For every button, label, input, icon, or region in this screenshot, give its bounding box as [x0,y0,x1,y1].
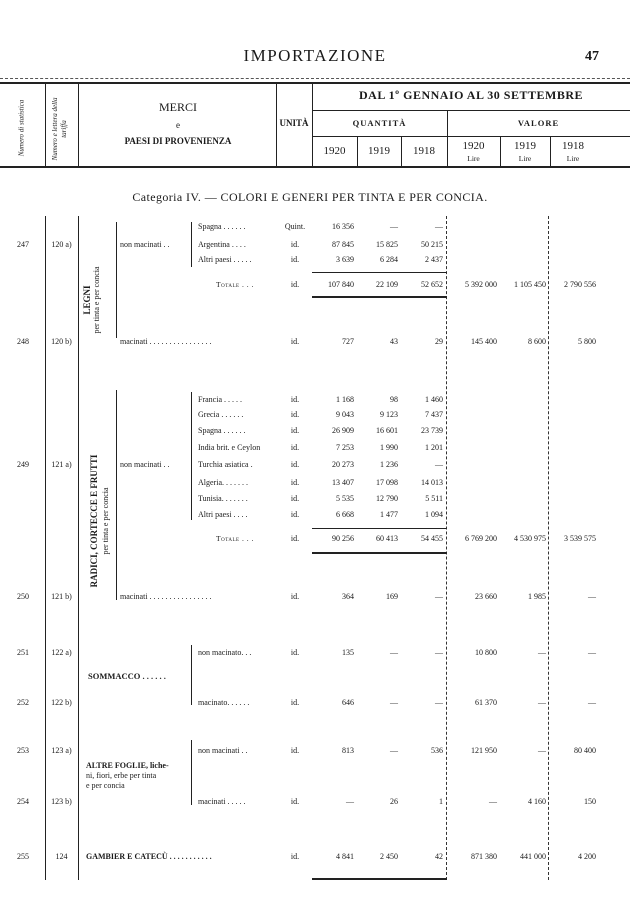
cell-tar: 122 b) [51,698,72,707]
header-lire: Lire [518,154,532,163]
cell-q1918: 50 215 [421,240,443,249]
cell-v1920: 145 400 [471,337,497,346]
cell-q1920: 135 [342,648,354,657]
cell-v1918: 2 790 556 [564,280,596,289]
cell-q1920: 813 [342,746,354,755]
cell-tar: 120 b) [51,337,72,346]
page-title: IMPORTAZIONE [243,46,387,65]
cell-q1918: 1 201 [425,443,443,452]
cell-stat: 250 [17,592,29,601]
cell-v1919: 441 000 [520,852,546,861]
cell-q1918: 2 437 [425,255,443,264]
cell-tar: 123 b) [51,797,72,806]
row-country: Altri paesi . . . . . [198,255,252,264]
cell-v1919: 4 530 975 [514,534,546,543]
cell-q1919: 12 790 [376,494,398,503]
page-number: 47 [585,49,599,64]
header-lire: Lire [566,154,580,163]
cell-q1918: 52 652 [421,280,443,289]
cell-unit: id. [290,255,300,264]
header-q-1920: 1920 [323,145,346,157]
group-legni: LEGNI per tinta e per concia [82,266,101,334]
row-subtype: non macinato. . . [198,648,252,657]
header-quantita: QUANTITÀ [352,118,407,128]
row-country: India brit. e Ceylon [198,443,261,452]
label-altre-foglie-3: e per concia [86,781,125,790]
cell-unit: id. [290,410,300,419]
cell-q1918: 536 [431,746,443,755]
brace [116,222,117,338]
cell-q1920: 1 168 [336,395,354,404]
row-country: Argentina . . . . [198,240,246,249]
cell-q1918: 1 094 [425,510,443,519]
cell-unit: Quint. [284,222,306,231]
cell-unit: id. [290,426,300,435]
row-country: Tunisia. . . . . . . [198,494,248,503]
cell-v1918: 4 200 [578,852,596,861]
cell-unit: id. [290,534,300,543]
cell-q1919: — [390,746,398,755]
cell-v1918: 150 [584,797,596,806]
cell-q1920: 364 [342,592,354,601]
row-country: Altri paesi . . . . [198,510,248,519]
cell-q1918: 7 437 [425,410,443,419]
brace [191,392,192,520]
cell-tar: 122 a) [51,648,72,657]
cell-v1919: — [538,746,546,755]
cell-q1918: — [435,460,443,469]
cell-unit: id. [290,494,300,503]
cell-v1920: 10 800 [475,648,497,657]
cell-tar: 120 a) [51,240,72,249]
row-country: Spagna . . . . . . [198,426,246,435]
cell-q1919: 17 098 [376,478,398,487]
cell-v1918: 5 800 [578,337,596,346]
row-country: Algeria. . . . . . . [198,478,248,487]
cell-v1920: 23 660 [475,592,497,601]
row-subtype: macinato. . . . . . [198,698,250,707]
cell-q1919: 15 825 [376,240,398,249]
cell-q1918: — [435,222,443,231]
header-period: DAL 1º GENNAIO AL 30 SETTEMBRE [358,88,583,102]
header-v-1918: 1918 [562,140,584,152]
cell-v1918: — [588,648,596,657]
cell-unit: id. [290,797,300,806]
row-subtype: non macinati . . [120,240,170,249]
row-subtype: GAMBIER E CATECÙ . . . . . . . . . . . [86,852,212,861]
brace [191,645,192,705]
cell-q1919: 98 [390,395,398,404]
cell-q1920: 26 909 [332,426,354,435]
cell-q1920: 646 [342,698,354,707]
cell-tar: 121 a) [51,460,72,469]
cell-q1918: 5 511 [425,494,443,503]
cell-unit: id. [290,337,300,346]
cell-q1920: 90 256 [332,534,354,543]
cell-q1918: 1 [439,797,443,806]
cell-v1919: 1 985 [528,592,546,601]
cell-stat: 249 [17,460,29,469]
cell-unit: id. [290,648,300,657]
cell-unit: id. [290,478,300,487]
row-total-label: Totale . . . [216,280,254,289]
header-bottom-rule [0,166,630,168]
cell-unit: id. [290,460,300,469]
cell-stat: 254 [17,797,29,806]
cell-q1918: 1 460 [425,395,443,404]
cell-q1920: 7 253 [336,443,354,452]
cell-q1920: 16 356 [332,222,354,231]
cell-v1918: 80 400 [574,746,596,755]
cell-v1919: 4 160 [528,797,546,806]
header-v-1920: 1920 [462,140,485,152]
cell-unit: id. [290,443,300,452]
cell-q1918: — [435,592,443,601]
cell-q1919: 22 109 [376,280,398,289]
cell-q1919: 6 284 [380,255,398,264]
header-col-stat: Numero di statistica [17,99,26,157]
cell-v1918: 3 539 575 [564,534,596,543]
cell-stat: 251 [17,648,29,657]
brace [116,390,117,600]
cell-stat: 253 [17,746,29,755]
cell-q1920: 3 639 [336,255,354,264]
row-subtype: macinati . . . . . [198,797,246,806]
cell-q1920: 4 841 [336,852,354,861]
cell-q1918: — [435,648,443,657]
cell-tar: 123 a) [51,746,72,755]
cell-v1919: — [538,698,546,707]
group-radici: RADICI, CORTECCE E FRUTTI per tinta e per concia [89,454,110,588]
cell-q1919: 1 477 [380,510,398,519]
cell-v1920: 6 769 200 [465,534,497,543]
brace [191,222,192,267]
row-country: Turchia asiatica . [198,460,253,469]
cell-q1918: 42 [435,852,443,861]
cell-stat: 255 [17,852,29,861]
header-q-1918: 1918 [413,145,435,157]
cell-q1919: — [390,222,398,231]
row-subtype: macinati . . . . . . . . . . . . . . . . [120,337,212,346]
cell-q1920: 87 845 [332,240,354,249]
cell-unit: id. [290,698,300,707]
header-col-tariffa: Numero e lettera della tariffa [51,97,68,161]
cell-q1918: 29 [435,337,443,346]
cell-q1919: 2 450 [380,852,398,861]
cell-v1920: 61 370 [475,698,497,707]
cell-q1918: 23 739 [421,426,443,435]
row-country: Spagna . . . . . . [198,222,246,231]
row-subtype: macinati . . . . . . . . . . . . . . . . [120,592,212,601]
cell-q1919: 1 990 [380,443,398,452]
header-valore: VALORE [517,118,560,128]
cell-tar: 121 b) [51,592,72,601]
cell-q1919: — [390,698,398,707]
header-v-1919: 1919 [514,140,536,152]
header-paesi: PAESI DI PROVENIENZA [124,136,232,146]
cell-q1920: 5 535 [336,494,354,503]
header-top-rule [0,78,630,79]
brace [191,740,192,805]
label-altre-foglie-2: ni, fiori, erbe per tinta [86,771,157,780]
cell-v1918: — [588,698,596,707]
row-country: Francia . . . . . [198,395,242,404]
cell-q1918: — [435,698,443,707]
cell-unit: id. [290,510,300,519]
cell-q1920: 9 043 [336,410,354,419]
cell-v1920: 871 380 [471,852,497,861]
cell-tar: 124 [55,852,68,861]
cell-v1919: 8 600 [528,337,546,346]
cell-v1920: 121 950 [471,746,497,755]
cell-q1920: 20 273 [332,460,354,469]
cell-q1920: 6 668 [336,510,354,519]
label-altre-foglie: ALTRE FOGLIE, liche- [86,761,169,770]
category-title: Categoria IV. — COLORI E GENERI PER TINTA E PER CONCIA. [132,190,488,204]
cell-q1919: 26 [390,797,398,806]
cell-unit: id. [290,592,300,601]
cell-unit: id. [290,280,300,289]
cell-q1918: 54 455 [421,534,443,543]
cell-unit: id. [290,240,300,249]
cell-stat: 252 [17,698,29,707]
row-country: Grecia . . . . . . [198,410,244,419]
cell-v1920: — [489,797,497,806]
cell-stat: 248 [17,337,29,346]
header-merci-e: e [176,120,180,130]
header-unita: UNITÀ [279,118,309,128]
cell-q1918: 14 013 [421,478,443,487]
header-merci: MERCI [158,100,197,114]
cell-q1919: 16 601 [376,426,398,435]
cell-q1919: 1 236 [380,460,398,469]
label-sommacco: SOMMACCO . . . . . . [88,671,166,681]
header-rule [0,82,630,84]
header-q-1919: 1919 [368,145,390,157]
cell-q1919: 60 413 [376,534,398,543]
cell-unit: id. [290,746,300,755]
cell-q1920: — [346,797,354,806]
cell-v1920: 5 392 000 [465,280,497,289]
cell-v1919: 1 105 450 [514,280,546,289]
row-total-label: Totale . . . [216,534,254,543]
cell-q1920: 13 407 [332,478,354,487]
cell-v1919: — [538,648,546,657]
cell-q1920: 727 [342,337,354,346]
row-subtype: non macinati . . [198,746,248,755]
header-lire: Lire [467,154,480,163]
cell-stat: 247 [17,240,29,249]
cell-q1920: 107 840 [328,280,354,289]
cell-q1919: — [390,648,398,657]
cell-q1919: 43 [390,337,398,346]
cell-unit: id. [290,395,300,404]
cell-v1918: — [588,592,596,601]
row-subtype: non macinati . . [120,460,170,469]
cell-q1919: 9 123 [380,410,398,419]
cell-unit: id. [290,852,300,861]
cell-q1919: 169 [386,592,398,601]
